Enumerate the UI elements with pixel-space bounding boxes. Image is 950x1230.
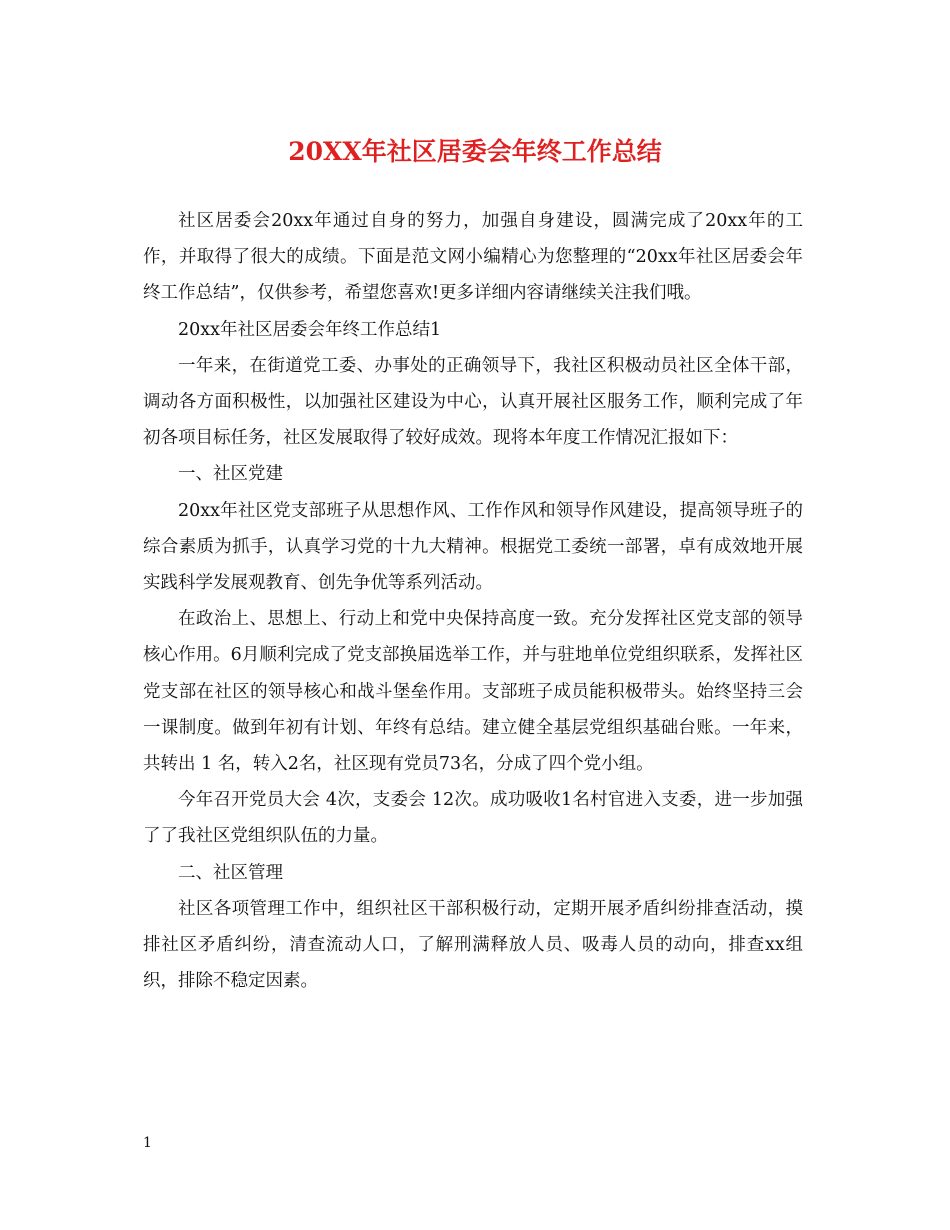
paragraph-party-branch: 20xx年社区党支部班子从思想作风、工作作风和领导作风建设，提高领导班子的综合素质为抓手，认真学习党的十九大精神。根据党工委统一部署，卓有成效地开展实践科学发展观教育、创先争优等系列活动。 — [143, 500, 803, 594]
section-heading-party-building: 一、社区党建 — [178, 464, 283, 485]
document-body — [143, 203, 803, 999]
paragraph-meetings: 今年召开党员大会 4次，支委会 12次。成功吸收1名村官进入支委，进一步加强了了我社区党组织队伍的力量。 — [143, 790, 803, 847]
section-heading-summary-1: 20xx年社区居委会年终工作总结1 — [178, 319, 442, 340]
paragraph-overview: 一年来，在街道党工委、办事处的正确领导下，我社区积极动员社区全体干部，调动各方面积极性，以加强社区建设为中心，认真开展社区服务工作，顺利完成了年初各项目标任务，社区发展取得了较好成效。现将本年度工作情况汇报如下： — [143, 355, 803, 449]
paragraph-political-alignment: 在政治上、思想上、行动上和党中央保持高度一致。充分发挥社区党支部的领导核心作用。6月顺利完成了党支部换届选举工作，并与驻地单位党组织联系，发挥社区党支部在社区的领导核心和战斗堡垒作用。支部班子成员能积极带头。始终坚持三会一课制度。做到年初有计划、年终有总结。建立健全基层党组织基础台账。一年来，共转出 1 名，转入2名，社区现有党员73名，分成了四个党小组。 — [143, 609, 803, 775]
document-title: 20XX年社区居委会年终工作总结 — [288, 137, 662, 166]
section-heading-community-management: 二、社区管理 — [178, 862, 283, 883]
paragraph-intro: 社区居委会20xx年通过自身的努力，加强自身建设，圆满完成了20xx年的工作，并取得了很大的成绩。下面是范文网小编精心为您整理的“20xx年社区居委会年终工作总结”，仅供参考，希望您喜欢!更多详细内容请继续关注我们哦。 — [143, 211, 803, 304]
paragraph-management: 社区各项管理工作中，组织社区干部积极行动，定期开展矛盾纠纷排查活动，摸排社区矛盾纠纷，清查流动人口，了解刑满释放人员、吸毒人员的动向，排查xx组织，排除不稳定因素。 — [143, 898, 803, 992]
page-number: 1 — [143, 1135, 152, 1151]
